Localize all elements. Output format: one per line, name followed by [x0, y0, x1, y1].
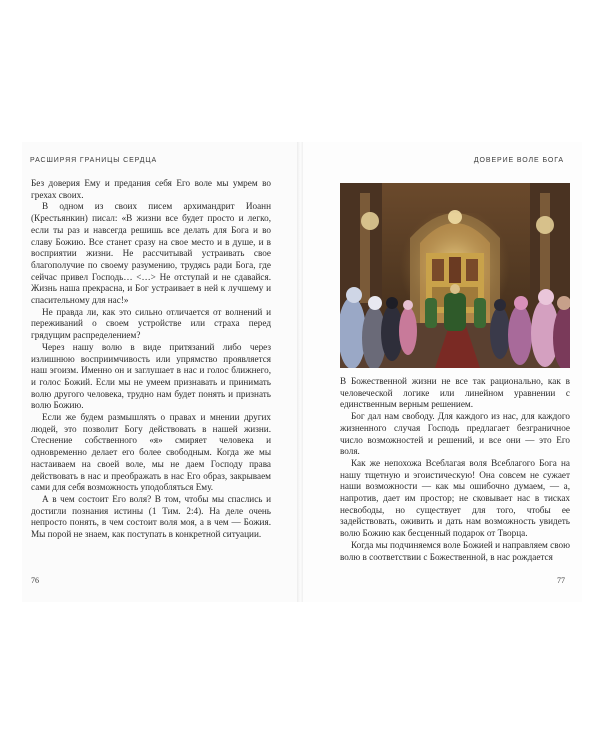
page-number-right: 77 — [557, 576, 565, 585]
running-head-right: ДОВЕРИЕ ВОЛЕ БОГА — [473, 157, 564, 164]
paragraph: В Божественной жизни не все так рационально, как в человеческой логике или линейном уравнении с единственным верным решением. — [340, 376, 570, 410]
paragraph: Когда мы подчиняемся воле Божией и направляем свою волю в соответствии с Божественной, в нас рождается — [340, 539, 570, 562]
church-service-photo — [340, 183, 570, 368]
paragraph: Если же будем размышлять о правах и мнении других людей, это позволит Богу действовать в нашей жизни. Стеснение собственного «я» смиряет человека и одновременно делает его более свободным. Когда же мы настаиваем на своей воле, мы не даем Господу права действовать в нас и преображать в нас Его образ, закрываем сами для себя возможность уподобляться Ему. — [31, 412, 271, 493]
paragraph: Без доверия Ему и предания себя Его воле мы умрем во грехах своих. — [31, 178, 271, 200]
paragraph: Через нашу волю в виде притязаний либо через излишнюю восприимчивость или упрямство проявляется наш эгоизм. Именно он и заглушает в нас и голос ближнего, и голос Божий. Если мы не умеем признавать и принимать волю другого человека, трудно нам будет понять и признать волю Божию. — [31, 341, 271, 411]
paragraph: А в чем состоит Его воля? В том, чтобы мы спаслись и достигли познания истины (1 Тим. 2:4). На деле очень непросто понять, в чем состоит воля моя, а в чем — Божия. Мы порой не знаем, как поступать в конкретной ситуации. — [31, 493, 271, 540]
paragraph: Не правда ли, как это сильно отличается от волнений и переживаний о своем устройстве или страха перед грядущим распределением? — [31, 306, 271, 341]
page-number-left: 76 — [31, 576, 39, 585]
book-gutter — [297, 142, 303, 602]
paragraph: Как же непохожа Всеблагая воля Всеблагого Бога на нашу тщетную и эгоистическую! Она совсем не сужает наши возможности — как мы ошибочно думаем, — а, напротив, дает им простор; не сковывает нас в тисках несвободы, но существует для того, чтобы ее задействовать, оживить и дать нам возможность увидеть волю Божию как бесценный подарок от Творца. — [340, 457, 570, 539]
paragraph: В одном из своих писем архимандрит Иоанн (Крестьянкин) писал: «В жизни все будет просто и легко, если ты раз и навсегда решишь все делать для Бога и во славу Божию. Все станет сразу на свое место и в душе, и в восприятии жизни. Не рассчитывай устраивать свое благополучие по своему разумению, трудясь ради Бога, где сейчас привел Господь… <…> Не отступай и не сдавайся. Жизнь наша прекрасна, и Бог устраивает в ней к лучшему и спасительному для нас!» — [31, 201, 271, 306]
left-page-text — [31, 178, 271, 541]
running-head-left: РАСШИРЯЯ ГРАНИЦЫ СЕРДЦА — [30, 157, 158, 164]
right-page-text — [340, 376, 570, 563]
paragraph: Бог дал нам свободу. Для каждого из нас, для каждого жизненного случая Господь предлагает безграничное число возможностей и решений, и все они — это Его воля. — [340, 411, 570, 457]
